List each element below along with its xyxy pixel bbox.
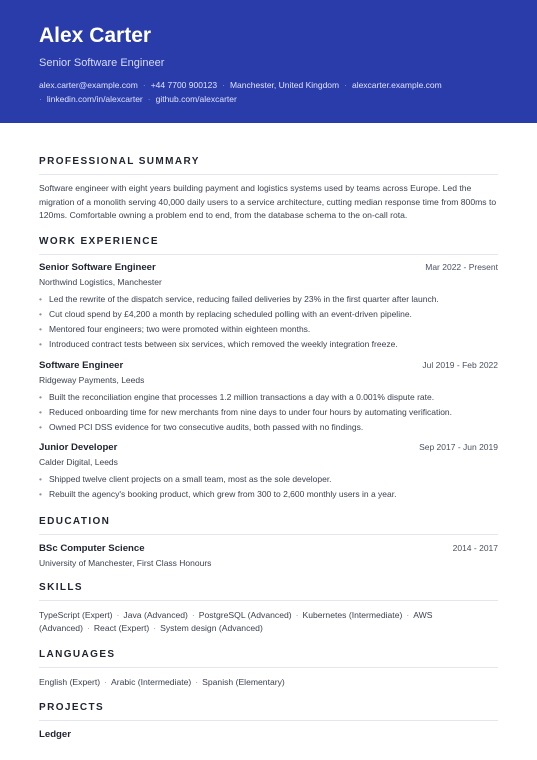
job-entry [39, 360, 498, 436]
skill-separator: · [295, 609, 299, 620]
resume-body [0, 123, 537, 740]
skill-item: TypeScript (Expert) [39, 609, 113, 620]
contact-separator: · [142, 80, 146, 90]
job-bullet: • Introduced contract tests between six services, which removed the weekly integration freeze. [39, 337, 498, 352]
job-bullet: • Built the reconciliation engine that processes 1.2 million transactions a day with a 0.001% dispute rate. [39, 390, 498, 405]
job-bullet: • Mentored four engineers; two were promoted within eighteen months. [39, 322, 498, 337]
job-company: Ridgeway Payments, Leeds [39, 374, 145, 385]
languages-list [39, 676, 498, 690]
contact-separator: · [147, 94, 151, 104]
job-bullet: • Owned PCI DSS evidence for two consecutive audits, both passed with no findings. [39, 420, 498, 435]
skills-section [39, 582, 498, 636]
skill-item: Kubernetes (Intermediate) [302, 609, 403, 620]
project-title: Ledger [39, 729, 71, 741]
skill-item: React (Expert) [93, 623, 150, 634]
education-date: 2014 - 2017 [452, 542, 498, 553]
contact-location: Manchester, United Kingdom [229, 80, 340, 90]
job-entry [39, 442, 498, 502]
section-heading: WORK EXPERIENCE [39, 236, 498, 255]
contact-linkedin[interactable]: linkedin.com/in/alexcarter [46, 94, 143, 104]
job-bullets [39, 390, 498, 436]
job-entry [39, 262, 498, 353]
job-date: Sep 2017 - Jun 2019 [419, 442, 498, 453]
section-heading: EDUCATION [39, 516, 498, 535]
education-section [39, 516, 498, 569]
job-bullet: • Led the rewrite of the dispatch service, reducing failed deliveries by 23% in the first quarter after launch. [39, 292, 498, 307]
contact-email[interactable]: alex.carter@example.com [39, 80, 138, 90]
skill-item: PostgreSQL (Advanced) [198, 609, 292, 620]
experience-section [39, 236, 498, 503]
job-bullet: • Rebuilt the agency's booking product, which grew from 300 to 2,600 monthly users in a year. [39, 487, 498, 502]
education-school: University of Manchester, First Class Honours [39, 557, 212, 568]
job-bullet: • Shipped twelve client projects on a small team, most as the sole developer. [39, 472, 498, 487]
candidate-name: Alex Carter [39, 24, 152, 47]
summary-section [39, 156, 498, 223]
projects-section [39, 702, 498, 740]
job-bullets [39, 292, 498, 353]
section-heading: PROFESSIONAL SUMMARY [39, 156, 498, 175]
skill-item: System design (Advanced) [160, 623, 263, 634]
language-separator: · [195, 676, 199, 687]
job-company: Northwind Logistics, Manchester [39, 276, 162, 287]
contact-phone[interactable]: +44 7700 900123 [150, 80, 218, 90]
section-heading: LANGUAGES [39, 649, 498, 668]
education-degree: BSc Computer Science [39, 542, 145, 554]
job-role: Junior Developer [39, 442, 118, 454]
job-date: Mar 2022 - Present [425, 261, 498, 272]
skill-separator: · [191, 609, 195, 620]
job-date: Jul 2019 - Feb 2022 [422, 359, 498, 370]
contact-separator: · [222, 80, 225, 90]
skill-item: Java (Advanced) [123, 609, 188, 620]
contact-separator: · [344, 80, 347, 90]
job-bullet: • Reduced onboarding time for new merchants from nine days to under four hours by automating verification. [39, 405, 498, 420]
language-separator: · [104, 676, 108, 687]
job-company: Calder Digital, Leeds [39, 457, 118, 468]
skill-separator: · [406, 609, 410, 620]
candidate-title: Senior Software Engineer [39, 57, 165, 69]
contact-list [39, 78, 498, 106]
job-role: Senior Software Engineer [39, 261, 156, 273]
resume-header [0, 0, 537, 123]
section-heading: PROJECTS [39, 702, 498, 721]
contact-website[interactable]: alexcarter.example.com [351, 80, 442, 90]
language-item: Spanish (Elementary) [202, 676, 285, 687]
skill-separator: · [86, 623, 90, 634]
languages-section [39, 649, 498, 690]
skill-separator: · [153, 623, 157, 634]
language-item: English (Expert) [39, 676, 101, 687]
skill-separator: · [116, 609, 120, 620]
language-item: Arabic (Intermediate) [111, 676, 192, 687]
job-bullets [39, 472, 498, 502]
education-entry [39, 543, 498, 569]
skill-item: AWS (Advanced) [39, 609, 433, 634]
contact-separator: · [39, 94, 42, 104]
section-heading: SKILLS [39, 582, 498, 601]
summary-text: Software engineer with eight years building payment and logistics systems used by teams across Europe. Led the migration of a monolith serving 40,000 daily users to a service architecture, cutting median response time from 800ms to 120ms. Comfortable owning a problem end to end, from the database schema to the on-call rota. [39, 183, 497, 221]
skills-list [39, 609, 498, 636]
contact-github[interactable]: github.com/alexcarter [155, 94, 237, 104]
job-bullet: • Cut cloud spend by £4,200 a month by replacing scheduled polling with an event-driven pipeline. [39, 307, 498, 322]
job-role: Software Engineer [39, 359, 124, 371]
